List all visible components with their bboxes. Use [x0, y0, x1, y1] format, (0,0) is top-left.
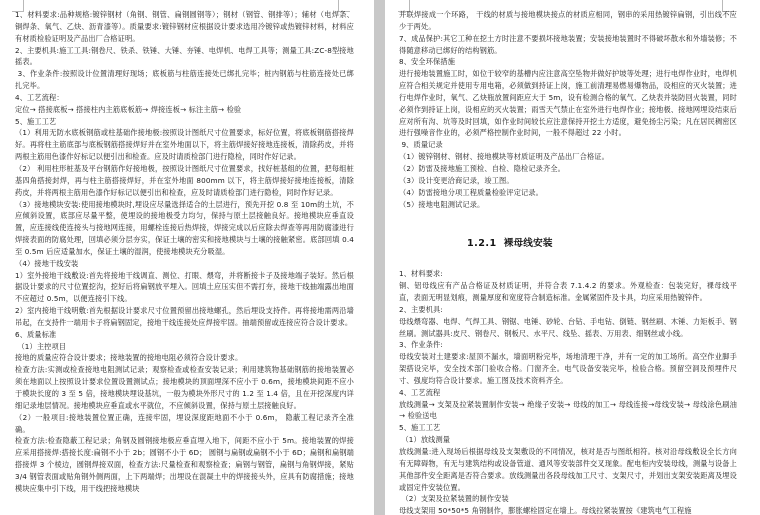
- paragraph: 母线安装对土建要求:屋顶不漏水，墙面明粉完毕，场地清理干净，并有一定的加工场所。高空作业脚手架搭设完毕，安全技术部门验收合格。门窗齐全。电气设备安装完毕，检验合格。预留空洞及预埋件尺寸、强度均符合设计要求。施工图及技术资料齐全。: [399, 352, 737, 385]
- paragraph: 检查方法:实测或检查接地电阻测试记录；观察检查或检查安装记录；利用建筑物基础钢筋的接地装置必须在地面以上按照设计要求位置设置测试点；接地模块的顶面埋深不应小于 0.6m，接地模块间距不应小于模块长度的 3 至 5 倍，接地模块埋设基坑，一般为模块外形尺寸的 1.2 至 1.4 倍，且在开挖深度内详细记录地层情况。接地模块应垂直或水平就位，不应倾斜设置，保持与原土层接触良好。: [15, 365, 354, 410]
- paragraph: 3、作业条件:按照设计位置清理好现场；底板筋与柱筋连接处已绑扎完毕；桩内钢筋与柱筋连接处已绑扎完毕。: [15, 69, 354, 91]
- page-right: [385, 0, 760, 515]
- paragraph: 8、安全环保措施: [399, 57, 456, 67]
- paragraph: 定位→ 搭接底板→ 搭接柱内主筋底板筋→ 焊接连板→ 标注主筋→ 检验: [15, 104, 242, 114]
- paragraph: 1、材料要求:品种规格:镀锌钢材（角钢、钢管、扁钢圆钢等）；钢材（钢管、钢排等）；辅材（电焊条、铜焊条、氧气、乙炔、沥青漆等）。质量要求:镀锌钢材应根据设计要求选用冷镀锌或热镀锌材料，材料应有材质检验证明及产品出厂合格证明。: [15, 10, 354, 43]
- paragraph: （2）支架及拉紧装置的制作安装: [399, 494, 509, 504]
- paragraph: （5）接地电阻测试记录。: [399, 199, 485, 209]
- paragraph: （3）接地模块安装:使用接地模块时,埋设应尽量选择适合的土层进行，预先开挖 0.8 至 10m的土坑，不应倾斜设置，底部应尽量平整，使埋设的接地极受力均匀，保持与原土层接触良好。接地模块应垂直设置，应连接线使连接头与接地网连接，用螺栓连接后热焊接，焊接完成以后应除去焊查等再用防腐漆进行焊接表面的防腐处理，回填必须分层夯实，保证土壤的密实和接地模块与土壤的接触紧密。底部回填 0.4 至 0.5m 后应适量加水，保证土壤的湿润，使接地模块充分吸湿。: [15, 199, 357, 256]
- paragraph: （2）一般项目:接地装置位置正确，连接牢固，埋设深度距地面不小于 0.6m， 隐蔽工程记录齐全准确。: [15, 412, 354, 434]
- paragraph: 放线测量:进入现场后根据母线及支架敷设的不同情况，核对是否与图纸相符。核对沿母线敷设全长方向有无障碍物，有无与建筑结构或设备管道、通风等安装部件交叉现象。配电柜内安装母线，测量与设备上其他部件安全距离是否符合要求。放线测量出各段母线加工尺寸、支架尺寸，并划出支架安装距离及埋设或固定件安装位置。: [399, 447, 737, 492]
- paragraph: 2、主要机具:施工工具:钢卷尺、铁杀、铁锤、大锤、夯锤、电焊机、电焊工具等；测量工具:ZC-8型接地摇表。: [15, 45, 354, 67]
- right-page-body: [399, 9, 737, 515]
- paragraph: （3）设计变更洽商记录，竣工图。: [399, 175, 514, 185]
- section-heading: [399, 237, 737, 251]
- paragraph: 1、材料要求:: [399, 269, 443, 279]
- left-page-body: [15, 9, 357, 495]
- paragraph: 5、施工工艺: [399, 423, 441, 433]
- heading-spacer: [399, 251, 737, 268]
- paragraph: 检查方法:检查隐蔽工程记录；角钢及圆钢接地极应垂直埋入地下，间距不应小于 5m。接地装置的焊接应采用搭接焊:搭接长度:扁钢不小于 2b；圆钢不小于 6D； 圆钢与扁钢或扁钢不小于 6D；扁钢和扁钢端搭接焊 3 个棱边，圆钢焊接双面，检查方法:尺量检查和观察检查；扁钢与钢管，扁钢与角钢焊接，紧贴 3/4 钢管表面或贴角钢外侧两面，上下两端焊；出埋设在混凝土中的焊接接头外，应具有防腐措施；接地模块应集中引下线，用干线把接地模块: [15, 436, 357, 493]
- section-heading-title: 裸母线安装: [503, 238, 553, 250]
- paragraph: 7、成品保护:其它工种在挖土方时注意不要损坏接地装置；安装接地装置时不得破坏散水和外墙装修；不得随意移动已绑好的结构钢筋。: [399, 33, 737, 55]
- paragraph: 2、主要机具:: [399, 304, 443, 314]
- paragraph: （1）利用无防水底板钢筋或柱基础作接地极:按照设计图纸尺寸位置要求，标好位置，将底板钢筋搭接焊好。再将柱主筋底部与底板钢筋搭接焊好并在室外地面以下，将主筋焊接好接地连接板，清除药皮，并将两根主筋用色漆作好标记以便引出和检查。应及时请质检部门进行隐检，同时作好记录。: [15, 128, 354, 162]
- paragraph: 母线支架用 50*50*5 角钢制作，膨胀螺栓固定在墙上。母线拉紧装置按《建筑电气工程施: [399, 506, 692, 515]
- paragraph: 2）室内接地干线明敷:首先根据设计要求尺寸位置预留出接地螺孔，然后埋设支持件。再将接地需两沿墙吊起，在支持件一端用卡子将扁钢固定，接地干线连接处应焊接牢固。抽端预留或连接应符合设计要求。: [15, 306, 354, 327]
- paragraph: （1）镀锌钢材、钢材、接地模块等材质证明及产品出厂合格证。: [399, 152, 610, 162]
- paragraph: 4、工艺流程：: [15, 92, 64, 102]
- paragraph: 放线测量→ 支架及拉紧装置制作安装→ 绝缘子安装→ 母线的加工→ 母线连接→母线安装→ 母线涂色刷油→ 检验送电: [399, 399, 737, 421]
- page-divider: [374, 0, 385, 515]
- paragraph: 3、作业条件:: [399, 340, 443, 350]
- paragraph: 9、质量记录: [399, 140, 443, 150]
- paragraph: （2）防雷及接地施工预检、自检、隐检记录齐全。: [399, 163, 566, 173]
- paragraph: （1）放线测量: [399, 435, 451, 445]
- page-left: [0, 0, 374, 515]
- paragraph: （2） 利用柱形桩基及平台钢筋作好接地极，按照设计图纸尺寸位置要求，找好桩基组的位置，把每组桩基四角搭接封焊，再与柱主筋搭接焊好，并在室外地面 800mm 以下，将主筋焊接好接地连接板，清除药皮，并将两根主筋用色漆作好标记以便引出和检查，应及时请质检部门进行隐检，同时作好记录。: [15, 163, 354, 197]
- paragraph: 接地的质量应符合设计要求；接地装置的接地电阻必须符合设计要求。: [15, 353, 243, 363]
- paragraph: 4、工艺流程: [399, 387, 441, 397]
- paragraph: （4）接地干线安装: [15, 258, 79, 268]
- paragraph: 铜、铝母线应有产品合格证及材质证明，并符合表 7.1.4.2 的要求。外观检查：包装完好，裸母线平直，表面无明显划痕，测量厚度和宽度符合制造标准。金属紧固件及卡具，均应采用热镀锌件。: [399, 281, 737, 303]
- paragraph: 6、质量标准: [15, 329, 57, 339]
- paragraph: 1）室外接地干线敷设:首先将接地干线调直、测位、打眼、煨弯，并将断接卡子及接地端子装好。然后根据设计要求的尺寸位置挖沟，挖好后将扁钢放平埋入。回填土应压实但不需打夯，接地干线抽端露出地面不应超过 0.5m，以便连接引下线。: [15, 270, 354, 304]
- paragraph: 进行接地装置施工时，如位于较窄的基槽内应注意高空坠物并做好护坡等处理；进行电焊作业时，电焊机应符合相关规定并使用专用电箱，必须做到持证上岗，施工前清理易燃易爆物品，设相应的灭火装置；进行电焊作业时，氧气、乙炔瓶放置间距应大于 5m，设有检测合格的氧气、乙炔表并装防回火装置，同时必须作到持证上岗，设相应的灭火装置；雨雪天气禁止在室外进行电焊作业；接地极、接地网埋设结束后应对所有沟、坑等及时回填，如作业时间较长应注意保持开挖土方适度，避免扬尘污染；凡在居民稠密区进行强噪音作业的，必须严格控制作业时间，一般不得超过 22 小时。: [399, 69, 737, 138]
- paragraph: 母线煨弯器、电焊、气焊工具、钢锯、电锤、砂轮、台钻、手电钻、倒链、钢丝刷、木锤、力矩板手、钢丝刷。测试器具:皮尺、钢卷尺、钢板尺、水平尺、线坠、摇表、万用表、细钢丝或小线。: [399, 316, 737, 338]
- paragraph: 并联焊接成一个环路， 干线的材质与接地模块接点的材质应相同，钢串的采用热镀锌扁钢，引出线不应少于两处。: [399, 10, 737, 31]
- paragraph: 5、施工工艺: [15, 116, 57, 126]
- paragraph: （4）防雷接地分项工程质量检验评定记录。: [399, 187, 544, 197]
- section-heading-number: 1.2.1: [467, 238, 497, 250]
- paragraph: （1）主控项目: [15, 341, 67, 351]
